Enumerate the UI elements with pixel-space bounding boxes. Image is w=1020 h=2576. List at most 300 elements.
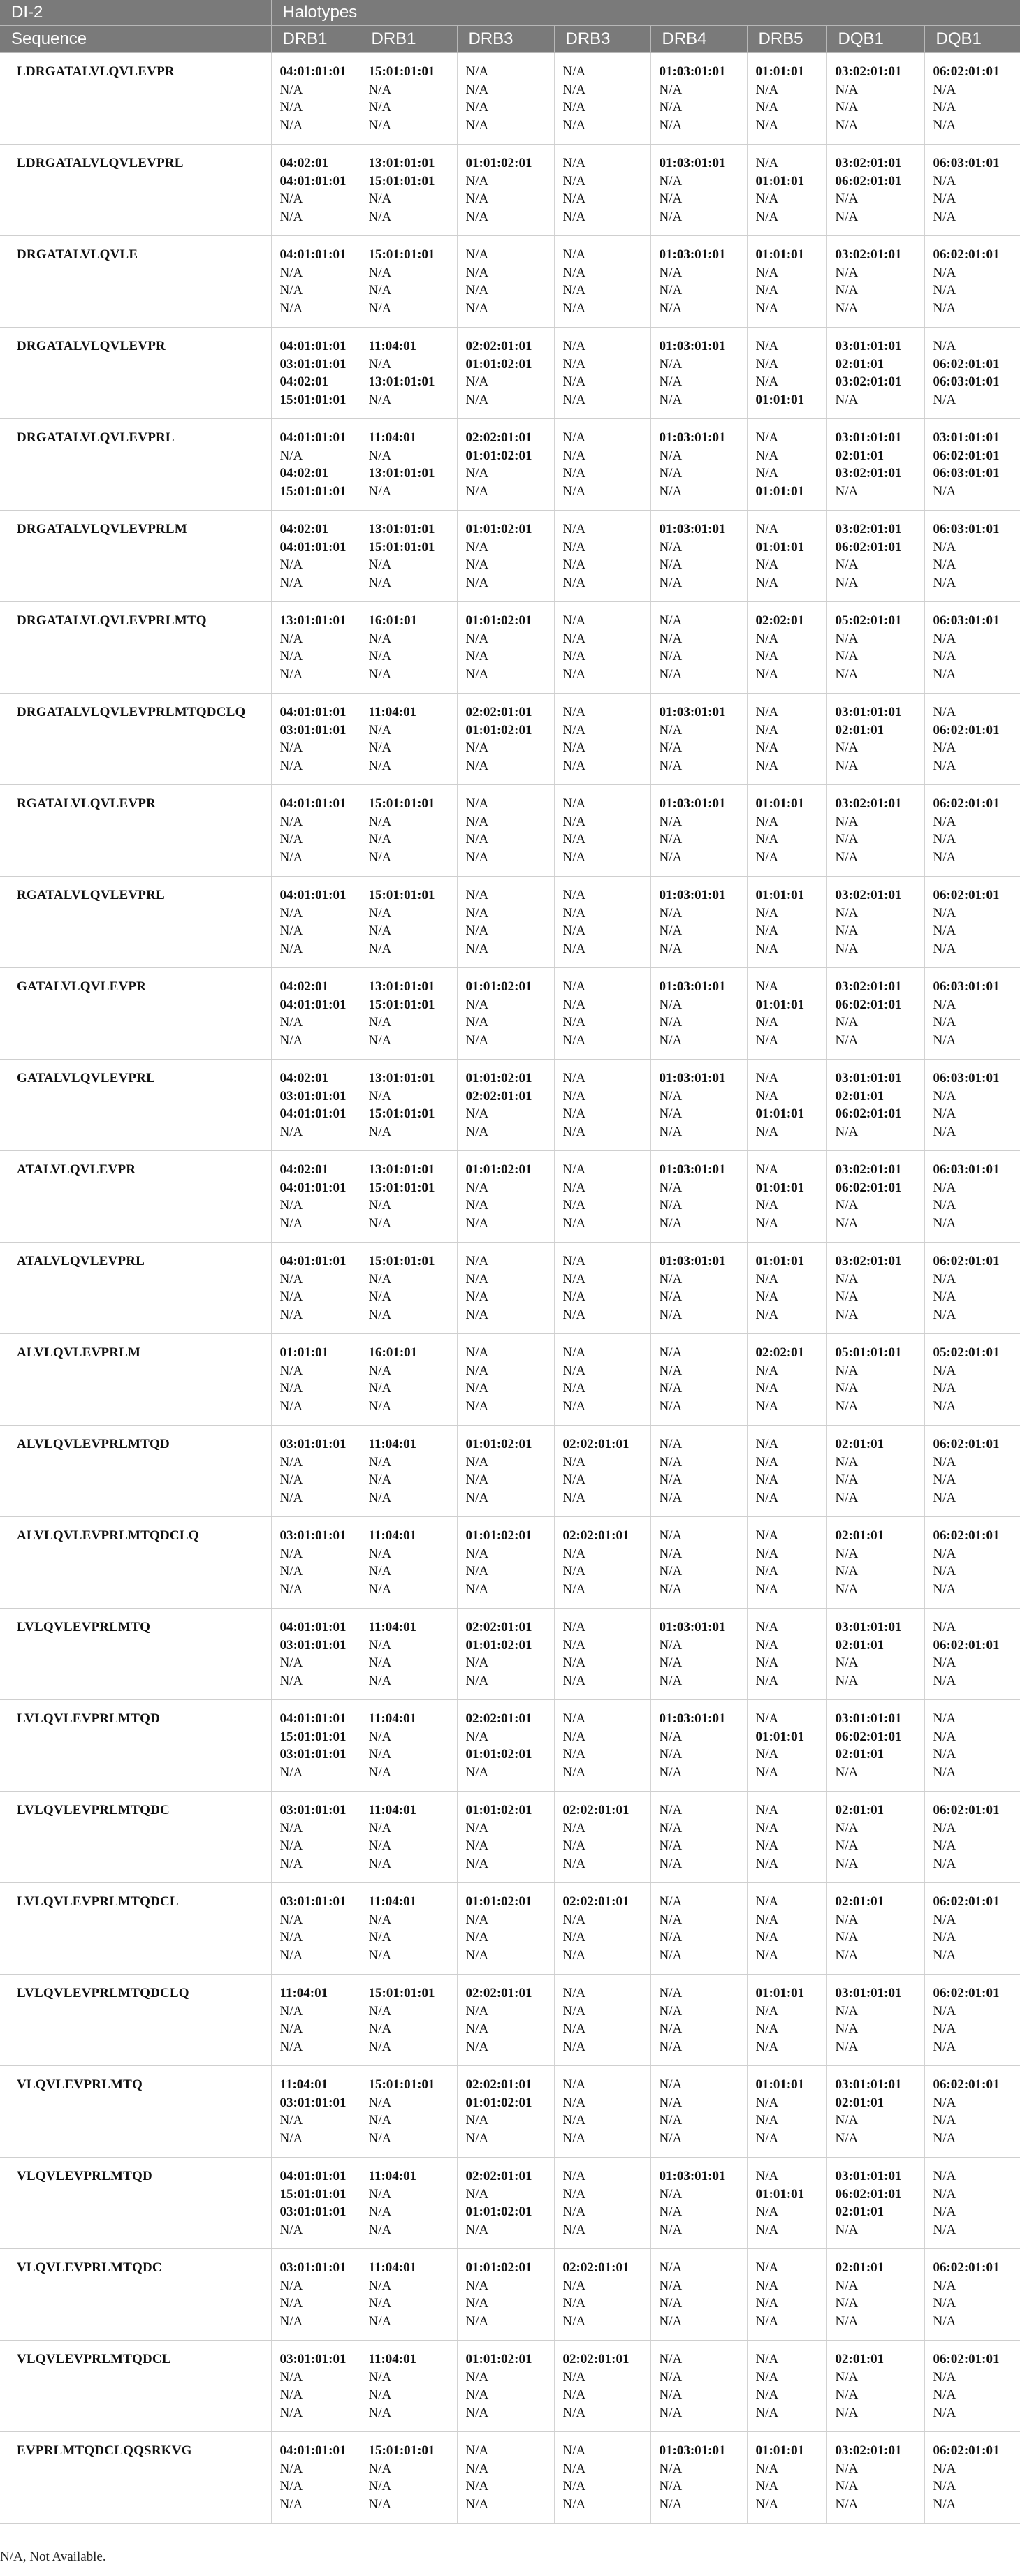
allele-value: N/A [465,666,489,682]
allele-value: N/A [933,2369,956,2385]
allele-cell [271,1517,360,1609]
allele-cell [747,419,826,511]
allele-value: N/A [562,832,586,847]
allele-value: N/A [933,2222,956,2237]
allele-value: N/A [933,923,956,938]
allele-cell [826,328,924,419]
allele-value: N/A [279,1472,303,1487]
allele-value: N/A [279,117,303,133]
allele-value: 01:03:01:01 [659,2169,726,2183]
allele-value: 15:01:01:01 [368,2077,435,2092]
table-row [0,1792,1020,1883]
allele-value: 06:03:01:01 [933,613,1000,628]
allele-cell [554,1792,650,1883]
allele-value: N/A [279,1546,303,1561]
allele-value: N/A [755,1490,779,1505]
allele-value: N/A [465,2003,489,2019]
allele-value: N/A [755,1803,779,1817]
allele-value: 04:01:01:01 [279,1180,347,1195]
allele-value: N/A [562,300,586,316]
allele-cell [826,419,924,511]
allele-value: N/A [465,1820,489,1836]
allele-cell [747,877,826,968]
column-header-sequence: Sequence [0,26,271,53]
allele-value: N/A [933,1729,956,1744]
allele-value: N/A [659,1528,683,1543]
allele-cell [747,53,826,145]
allele-cell [271,1151,360,1243]
allele-value: N/A [659,1856,683,1871]
allele-value: 03:01:01:01 [279,1528,347,1543]
allele-value: N/A [659,209,683,224]
allele-value: N/A [562,265,586,280]
allele-value: N/A [279,1838,303,1853]
allele-value: 03:01:01:01 [279,1747,347,1762]
allele-value: 11:04:01 [368,1711,417,1726]
allele-value: N/A [659,2260,683,2275]
allele-cell [747,2432,826,2524]
allele-cell [271,1609,360,1700]
allele-cell [457,1883,554,1975]
allele-value: N/A [933,2186,956,2202]
allele-cell [271,968,360,1060]
allele-value: N/A [279,666,303,682]
allele-value: N/A [465,2021,489,2036]
allele-value: N/A [279,631,303,646]
allele-value: N/A [755,2169,779,2183]
allele-value: 01:01:02:01 [465,156,532,170]
allele-value: N/A [659,2077,683,2092]
allele-value: 01:01:01 [755,173,805,189]
allele-value: N/A [562,2479,586,2494]
allele-value: N/A [562,191,586,206]
allele-value: 01:03:01:01 [659,430,726,445]
allele-cell [826,511,924,602]
allele-value: 01:01:01 [755,1254,805,1268]
sequence-cell: LVLQVLEVPRLMTQDCL [0,1883,271,1975]
allele-cell [271,328,360,419]
allele-value: N/A [465,100,489,115]
allele-cell [924,145,1020,236]
allele-value: N/A [562,156,586,170]
allele-value: 02:02:01:01 [465,339,532,353]
allele-cell [747,511,826,602]
allele-cell [650,145,747,236]
allele-cell [271,1883,360,1975]
allele-cell [924,53,1020,145]
allele-value: N/A [933,832,956,847]
allele-value: N/A [562,2204,586,2219]
allele-cell [554,1700,650,1792]
allele-value: N/A [279,814,303,829]
allele-value: N/A [465,466,489,481]
allele-value: N/A [659,1564,683,1579]
allele-value: N/A [562,979,586,994]
allele-value: N/A [465,64,489,79]
allele-value: 03:02:01:01 [835,2443,902,2458]
allele-value: N/A [562,1032,586,1048]
allele-value: N/A [562,1655,586,1670]
allele-value: N/A [465,1363,489,1378]
allele-value: N/A [933,758,956,773]
allele-cell [826,2341,924,2432]
allele-value: N/A [659,1363,683,1378]
allele-value: N/A [465,814,489,829]
allele-value: N/A [755,1289,779,1304]
allele-value: N/A [933,2405,956,2420]
allele-value: 01:01:01 [755,1180,805,1195]
allele-value: N/A [562,1398,586,1414]
allele-value: N/A [279,2313,303,2329]
allele-value: N/A [465,374,489,389]
allele-value: 04:01:01:01 [279,796,347,811]
allele-value: N/A [465,1490,489,1505]
allele-value: N/A [755,2204,779,2219]
allele-value: 11:04:01 [368,1894,417,1909]
allele-value: N/A [659,631,683,646]
allele-value: N/A [659,1747,683,1762]
allele-value: N/A [755,2260,779,2275]
allele-value: 04:01:01:01 [279,1254,347,1268]
allele-value: N/A [659,1546,683,1561]
allele-cell [360,968,457,1060]
allele-value: 06:02:01:01 [933,1254,1000,1268]
allele-cell [457,53,554,145]
allele-cell [271,511,360,602]
allele-value: N/A [368,1930,392,1945]
allele-value: N/A [562,758,586,773]
allele-value: N/A [368,2021,392,2036]
allele-value: N/A [465,849,489,865]
allele-value: 13:01:01:01 [368,466,435,481]
allele-value: N/A [465,483,489,499]
allele-value: N/A [562,1838,586,1853]
allele-value: N/A [279,923,303,938]
allele-value: N/A [562,997,586,1012]
allele-value: N/A [368,1307,392,1322]
allele-value: N/A [835,117,859,133]
allele-value: N/A [279,2278,303,2293]
allele-value: N/A [835,740,859,755]
allele-value: N/A [755,1912,779,1927]
allele-value: N/A [659,1454,683,1470]
allele-value: N/A [659,2113,683,2128]
allele-value: N/A [368,557,392,572]
allele-cell [747,2158,826,2249]
allele-value: 04:01:01:01 [279,888,347,902]
sequence-cell: VLQVLEVPRLMTQD [0,2158,271,2249]
allele-value: N/A [562,64,586,79]
allele-cell [271,2158,360,2249]
allele-value: N/A [933,2130,956,2146]
allele-cell [826,1975,924,2066]
allele-value: 03:01:01:01 [279,722,347,738]
allele-value: N/A [933,191,956,206]
allele-value: N/A [755,1764,779,1780]
allele-value: N/A [659,1820,683,1836]
allele-value: N/A [835,1454,859,1470]
allele-value: 06:02:01:01 [933,448,1000,463]
allele-value: 01:01:02:01 [465,1803,532,1817]
allele-value: N/A [933,2278,956,2293]
allele-value: 04:01:01:01 [279,339,347,353]
allele-value: 03:02:01:01 [835,888,902,902]
allele-cell [554,1609,650,1700]
allele-value: 01:01:02:01 [465,1894,532,1909]
allele-value: N/A [562,1381,586,1396]
allele-value: N/A [755,1528,779,1543]
allele-value: 03:01:01:01 [279,1437,347,1451]
allele-value: N/A [933,2003,956,2019]
table-row [0,2341,1020,2432]
allele-value: N/A [368,1747,392,1762]
allele-value: N/A [933,2387,956,2402]
allele-cell [457,328,554,419]
allele-value: N/A [835,2278,859,2293]
allele-value: N/A [465,740,489,755]
allele-value: N/A [755,557,779,572]
allele-value: 06:02:01:01 [933,1437,1000,1451]
allele-value: N/A [755,979,779,994]
allele-value: N/A [933,666,956,682]
allele-value: N/A [659,191,683,206]
allele-value: 02:01:01 [835,2095,884,2110]
allele-value: N/A [368,1032,392,1048]
allele-value: 01:03:01:01 [659,1071,726,1085]
allele-value: N/A [279,740,303,755]
allele-value: N/A [465,1180,489,1195]
allele-cell [457,2432,554,2524]
allele-value: N/A [755,905,779,921]
allele-value: N/A [755,631,779,646]
allele-value: N/A [755,1472,779,1487]
allele-value: N/A [465,191,489,206]
allele-cell [457,602,554,694]
allele-value: N/A [562,722,586,738]
allele-value: 02:01:01 [835,2204,884,2219]
allele-value: N/A [835,1912,859,1927]
allele-value: N/A [659,1124,683,1139]
allele-value: N/A [279,758,303,773]
allele-value: N/A [562,631,586,646]
allele-value: N/A [659,265,683,280]
allele-value: N/A [835,666,859,682]
sequence-cell: VLQVLEVPRLMTQDCL [0,2341,271,2432]
allele-value: N/A [835,1198,859,1213]
allele-cell [747,145,826,236]
allele-value: N/A [755,1398,779,1414]
allele-value: N/A [835,82,859,97]
allele-value: 04:02:01 [279,1162,329,1177]
table-row [0,1700,1020,1792]
allele-value: 06:02:01:01 [835,1729,902,1744]
allele-value: N/A [755,1820,779,1836]
allele-cell [826,2066,924,2158]
allele-value: N/A [465,1930,489,1945]
allele-value: N/A [562,1071,586,1085]
allele-value: N/A [279,1271,303,1287]
allele-value: N/A [562,1546,586,1561]
allele-value: N/A [562,1947,586,1963]
allele-cell [554,1151,650,1243]
allele-value: N/A [933,1764,956,1780]
allele-value: N/A [562,796,586,811]
allele-value: N/A [835,1655,859,1670]
allele-cell [554,328,650,419]
allele-value: N/A [562,1124,586,1139]
allele-value: 06:02:01:01 [933,888,1000,902]
allele-value: N/A [835,392,859,407]
sequence-cell: LVLQVLEVPRLMTQ [0,1609,271,1700]
allele-value: N/A [659,283,683,298]
allele-value: N/A [368,849,392,865]
allele-value: N/A [465,2369,489,2385]
allele-value: 02:01:01 [835,1437,884,1451]
allele-value: N/A [659,539,683,555]
allele-value: 02:01:01 [835,1894,884,1909]
allele-value: N/A [368,1655,392,1670]
allele-value: N/A [465,1254,489,1268]
allele-cell [747,328,826,419]
allele-value: 02:02:01 [755,613,805,628]
allele-value: N/A [933,705,956,719]
allele-value: N/A [465,117,489,133]
allele-cell [747,785,826,877]
allele-cell [747,602,826,694]
allele-cell [457,785,554,877]
sequence-cell: LVLQVLEVPRLMTQD [0,1700,271,1792]
allele-value: N/A [368,1198,392,1213]
allele-value: N/A [562,1490,586,1505]
allele-value: N/A [279,1032,303,1048]
allele-value: N/A [755,1215,779,1231]
allele-value: N/A [835,1546,859,1561]
allele-value: 03:01:01:01 [835,1986,902,2000]
allele-value: N/A [368,2222,392,2237]
allele-value: 02:01:01 [835,1637,884,1653]
allele-value: N/A [562,814,586,829]
allele-value: 03:02:01:01 [835,466,902,481]
allele-value: N/A [465,1564,489,1579]
allele-cell [650,2066,747,2158]
allele-value: 03:01:01:01 [835,2169,902,2183]
allele-value: N/A [562,1637,586,1653]
allele-cell [271,236,360,328]
allele-value: N/A [562,2387,586,2402]
allele-value: N/A [659,2130,683,2146]
allele-value: 02:02:01:01 [465,2169,532,2183]
allele-value: N/A [562,82,586,97]
allele-value: 06:03:01:01 [933,522,1000,536]
allele-cell [360,2432,457,2524]
allele-value: N/A [835,1289,859,1304]
allele-value: 11:04:01 [368,2352,417,2366]
allele-value: N/A [755,2405,779,2420]
allele-value: N/A [368,1124,392,1139]
allele-value: 04:02:01 [279,374,329,389]
allele-cell [747,2066,826,2158]
allele-cell [271,1975,360,2066]
allele-cell [360,2341,457,2432]
allele-value: N/A [933,173,956,189]
allele-value: N/A [933,814,956,829]
allele-value: N/A [465,631,489,646]
allele-cell [457,1609,554,1700]
allele-value: 03:01:01:01 [835,1620,902,1634]
allele-value: N/A [368,1271,392,1287]
allele-value: N/A [368,1490,392,1505]
allele-value: N/A [755,466,779,481]
allele-cell [924,1151,1020,1243]
allele-value: N/A [465,1215,489,1231]
allele-value: N/A [562,2021,586,2036]
allele-cell [650,236,747,328]
allele-cell [826,145,924,236]
allele-value: N/A [755,448,779,463]
allele-value: N/A [279,1381,303,1396]
allele-value: 03:01:01:01 [835,1071,902,1085]
allele-value: 02:01:01 [835,2260,884,2275]
allele-value: 03:01:01:01 [835,339,902,353]
allele-cell [271,2341,360,2432]
allele-value: N/A [368,2204,392,2219]
allele-cell [747,1792,826,1883]
allele-value: N/A [279,2387,303,2402]
allele-cell [826,1151,924,1243]
allele-cell [360,145,457,236]
allele-cell [924,511,1020,602]
allele-value: N/A [835,1124,859,1139]
allele-value: N/A [835,483,859,499]
allele-value: 15:01:01:01 [279,2186,347,2202]
sequence-cell: ALVLQVLEVPRLM [0,1334,271,1426]
allele-value: 05:02:01:01 [933,1345,1000,1360]
allele-cell [271,2066,360,2158]
allele-value: N/A [368,2113,392,2128]
allele-value: N/A [562,1015,586,1030]
allele-value: N/A [659,814,683,829]
allele-cell [554,1243,650,1334]
allele-cell [457,1060,554,1151]
allele-cell [457,1151,554,1243]
allele-value: N/A [835,905,859,921]
allele-value: N/A [755,2461,779,2476]
allele-value: 15:01:01:01 [368,888,435,902]
allele-value: N/A [659,557,683,572]
sequence-cell: ALVLQVLEVPRLMTQD [0,1426,271,1517]
allele-value: 03:01:01:01 [835,2077,902,2092]
allele-cell [924,602,1020,694]
allele-value: 15:01:01:01 [368,997,435,1012]
allele-value: N/A [659,1986,683,2000]
allele-value: N/A [368,1472,392,1487]
allele-value: N/A [368,1381,392,1396]
allele-cell [826,2432,924,2524]
allele-value: N/A [659,2496,683,2512]
allele-value: N/A [835,575,859,590]
allele-cell [650,2158,747,2249]
allele-cell [924,1609,1020,1700]
allele-value: N/A [465,1032,489,1048]
allele-value: 15:01:01:01 [279,483,347,499]
allele-value: N/A [659,2479,683,2494]
allele-value: N/A [933,1820,956,1836]
allele-cell [457,511,554,602]
allele-value: 02:02:01:01 [465,2077,532,2092]
allele-value: 04:02:01 [279,1071,329,1085]
allele-value: N/A [933,1180,956,1195]
allele-value: 04:01:01:01 [279,539,347,555]
